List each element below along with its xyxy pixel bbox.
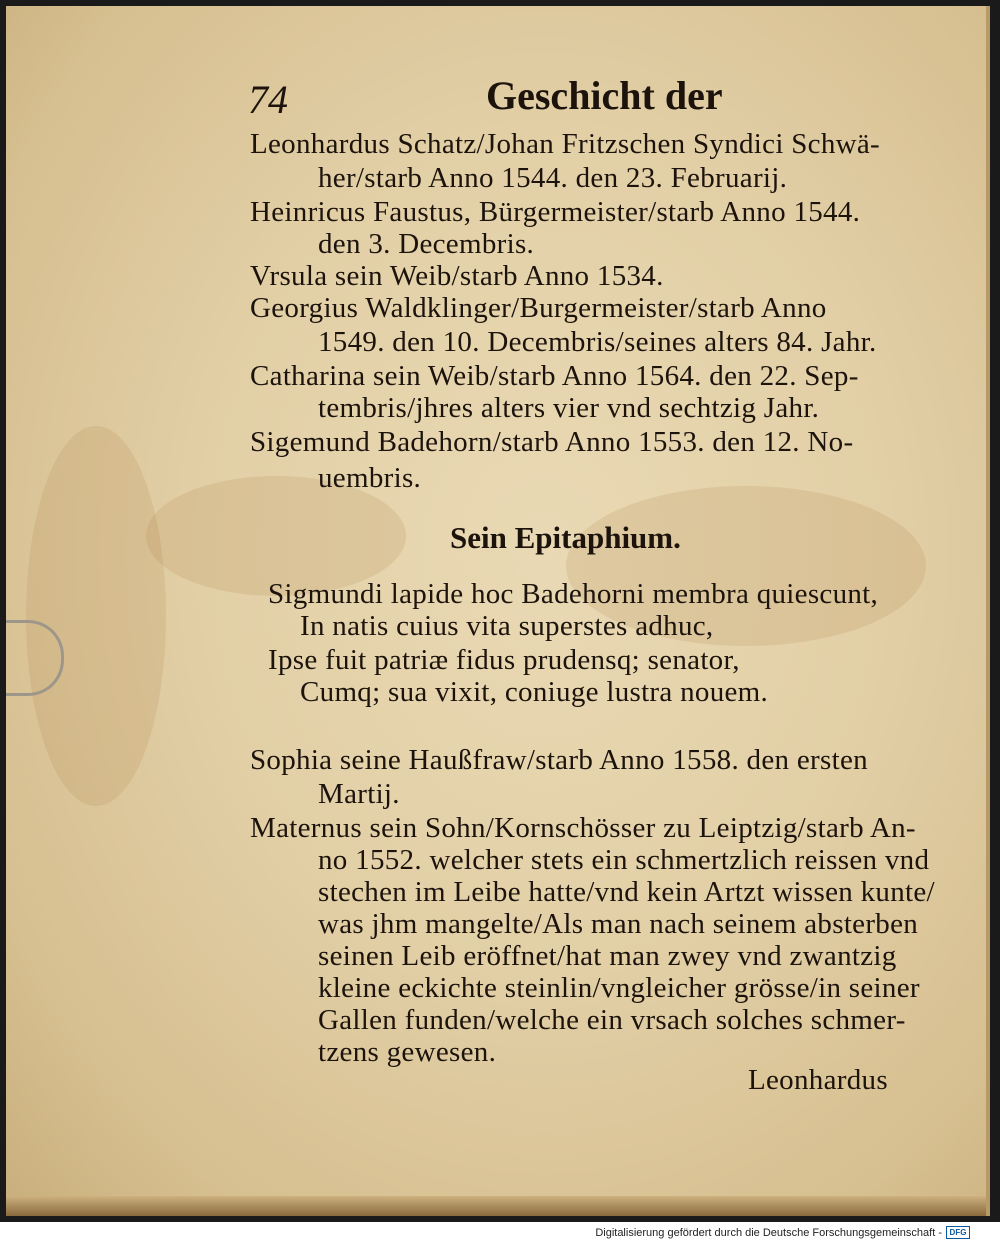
text-line: uembris. — [318, 462, 422, 494]
text-line: seinen Leib eröffnet/hat man zwey vnd zwantzig — [318, 940, 897, 972]
text-line: Heinricus Faustus, Bürgermeister/starb Anno 1544. — [250, 196, 861, 228]
text-line: stechen im Leibe hatte/vnd kein Artzt wissen kunte/ — [318, 876, 935, 908]
page-number: 74 — [248, 77, 288, 122]
text-line: Martij. — [318, 778, 400, 810]
text-line: Vrsula sein Weib/starb Anno 1534. — [250, 260, 664, 292]
text-line: no 1552. welcher stets ein schmertzlich reissen vnd — [318, 844, 930, 876]
text-line: Sophia seine Haußfraw/starb Anno 1558. den ersten — [250, 744, 868, 776]
text-line: Maternus sein Sohn/Kornschösser zu Leiptzig/starb An- — [250, 812, 916, 844]
text-line: tembris/jhres alters vier vnd sechtzig Jahr. — [318, 392, 820, 424]
water-stain — [26, 426, 166, 806]
verse-line: Sigmundi lapide hoc Badehorni membra quiescunt, — [268, 578, 879, 610]
text-line: 1549. den 10. Decembris/seines alters 84. Jahr. — [318, 326, 877, 358]
dfg-logo-icon: DFG — [946, 1226, 970, 1239]
catchword: Leonhardus — [748, 1064, 888, 1096]
verse-line: In natis cuius vita superstes adhuc, — [300, 610, 714, 642]
verse-line: Cumq; sua vixit, coniuge lustra nouem. — [300, 676, 769, 708]
text-line: tzens gewesen. — [318, 1036, 497, 1068]
text-line: her/starb Anno 1544. den 23. Februarij. — [318, 162, 788, 194]
running-head: Geschicht der — [486, 73, 723, 118]
text-line: Georgius Waldklinger/Burgermeister/starb Anno — [250, 292, 827, 324]
text-line: den 3. Decembris. — [318, 228, 535, 260]
text-line: Sigemund Badehorn/starb Anno 1553. den 12. No- — [250, 426, 854, 458]
text-line: was jhm mangelte/Als man nach seinem absterben — [318, 908, 919, 940]
footer-text: Digitalisierung gefördert durch die Deutsche Forschungsgemeinschaft - — [595, 1226, 942, 1239]
page-edge — [6, 1196, 990, 1216]
text-line: Leonhardus Schatz/Johan Fritzschen Syndici Schwä- — [250, 128, 881, 160]
epitaph-title: Sein Epitaphium. — [450, 520, 681, 555]
digitization-footer — [595, 1226, 970, 1239]
text-line: kleine eckichte steinlin/vngleicher grösse/in seiner — [318, 972, 920, 1004]
text-line: Gallen funden/welche ein vrsach solches schmer- — [318, 1004, 906, 1036]
verse-line: Ipse fuit patriæ fidus prudensq; senator, — [268, 644, 740, 676]
text-line: Catharina sein Weib/starb Anno 1564. den 22. Sep- — [250, 360, 859, 392]
